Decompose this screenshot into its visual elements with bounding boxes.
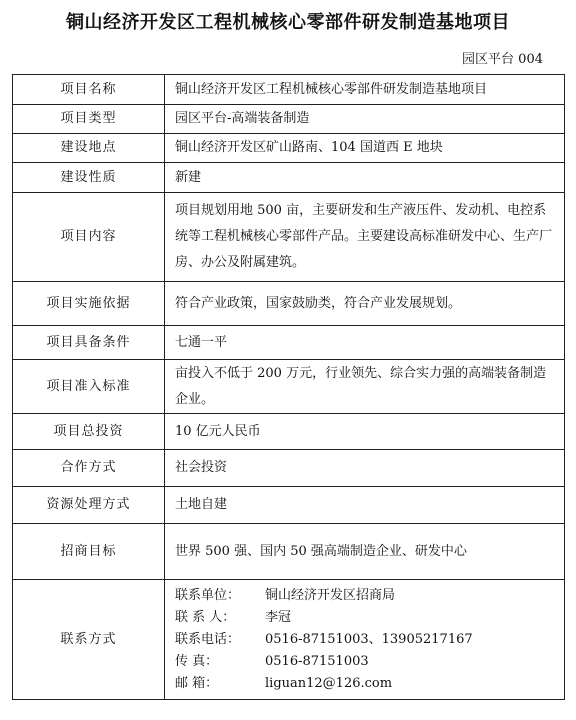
contact-details — [165, 580, 565, 700]
row-label-basis: 项目实施依据 — [13, 282, 165, 326]
contact-line-person — [175, 607, 558, 629]
row-value-content: 项目规划用地 500 亩，主要研发和生产液压件、发动机、电控系统等工程机械核心零部件产品。主要建设高标准研发中心、生产厂房、办公及附属建筑。 — [165, 193, 565, 282]
row-label-location: 建设地点 — [13, 134, 165, 163]
row-label-nature: 建设性质 — [13, 163, 165, 193]
row-value-target: 世界 500 强、国内 50 强高端制造企业、研发中心 — [165, 524, 565, 580]
row-value-conditions: 七通一平 — [165, 326, 565, 360]
table-row — [13, 524, 565, 580]
contact-line-email — [175, 673, 558, 695]
contact-value: 铜山经济开发区招商局 — [265, 587, 396, 603]
table-row — [13, 487, 565, 524]
row-value-basis: 符合产业政策，国家鼓励类，符合产业发展规划。 — [165, 282, 565, 326]
table-row — [13, 450, 565, 487]
row-label-project-name: 项目名称 — [13, 75, 165, 105]
row-value-cooperation: 社会投资 — [165, 450, 565, 487]
contact-key: 邮 箱： — [175, 675, 219, 691]
row-value-investment: 10 亿元人民币 — [165, 414, 565, 450]
row-label-contact: 联系方式 — [13, 580, 165, 700]
contact-value: liguan12@126.com — [265, 675, 393, 691]
table-row — [13, 75, 565, 105]
project-info-table — [12, 74, 565, 700]
row-label-investment: 项目总投资 — [13, 414, 165, 450]
table-row — [13, 193, 565, 282]
contact-key: 联系单位： — [175, 587, 241, 603]
contact-value: 李冠 — [265, 609, 292, 625]
table-row — [13, 105, 565, 134]
row-label-content: 项目内容 — [13, 193, 165, 282]
row-value-resource: 土地自建 — [165, 487, 565, 524]
contact-value: 0516-87151003 — [265, 653, 369, 669]
table-row — [13, 360, 565, 414]
contact-line-phone — [175, 629, 558, 651]
row-label-cooperation: 合作方式 — [13, 450, 165, 487]
row-label-target: 招商目标 — [13, 524, 165, 580]
row-label-standard: 项目准入标准 — [13, 360, 165, 414]
row-value-nature: 新建 — [165, 163, 565, 193]
row-label-resource: 资源处理方式 — [13, 487, 165, 524]
row-value-standard: 亩投入不低于 200 万元，行业领先、综合实力强的高端装备制造企业。 — [165, 360, 565, 414]
contact-key: 传 真： — [175, 653, 219, 669]
contact-key: 联 系 人： — [175, 609, 236, 625]
table-row — [13, 282, 565, 326]
contact-line-unit — [175, 585, 558, 607]
table-row — [13, 163, 565, 193]
document-code: 园区平台 004 — [462, 52, 543, 67]
table-row — [13, 414, 565, 450]
contact-value: 0516-87151003、13905217167 — [265, 631, 473, 647]
table-row — [13, 134, 565, 163]
row-value-project-type: 园区平台-高端装备制造 — [165, 105, 565, 134]
row-value-location: 铜山经济开发区矿山路南、104 国道西 E 地块 — [165, 134, 565, 163]
row-value-project-name: 铜山经济开发区工程机械核心零部件研发制造基地项目 — [165, 75, 565, 105]
contact-key: 联系电话： — [175, 631, 241, 647]
contact-line-fax — [175, 651, 558, 673]
table-row — [13, 580, 565, 700]
row-label-conditions: 项目具备条件 — [13, 326, 165, 360]
row-label-project-type: 项目类型 — [13, 105, 165, 134]
table-row — [13, 326, 565, 360]
document-title: 铜山经济开发区工程机械核心零部件研发制造基地项目 — [66, 12, 510, 33]
